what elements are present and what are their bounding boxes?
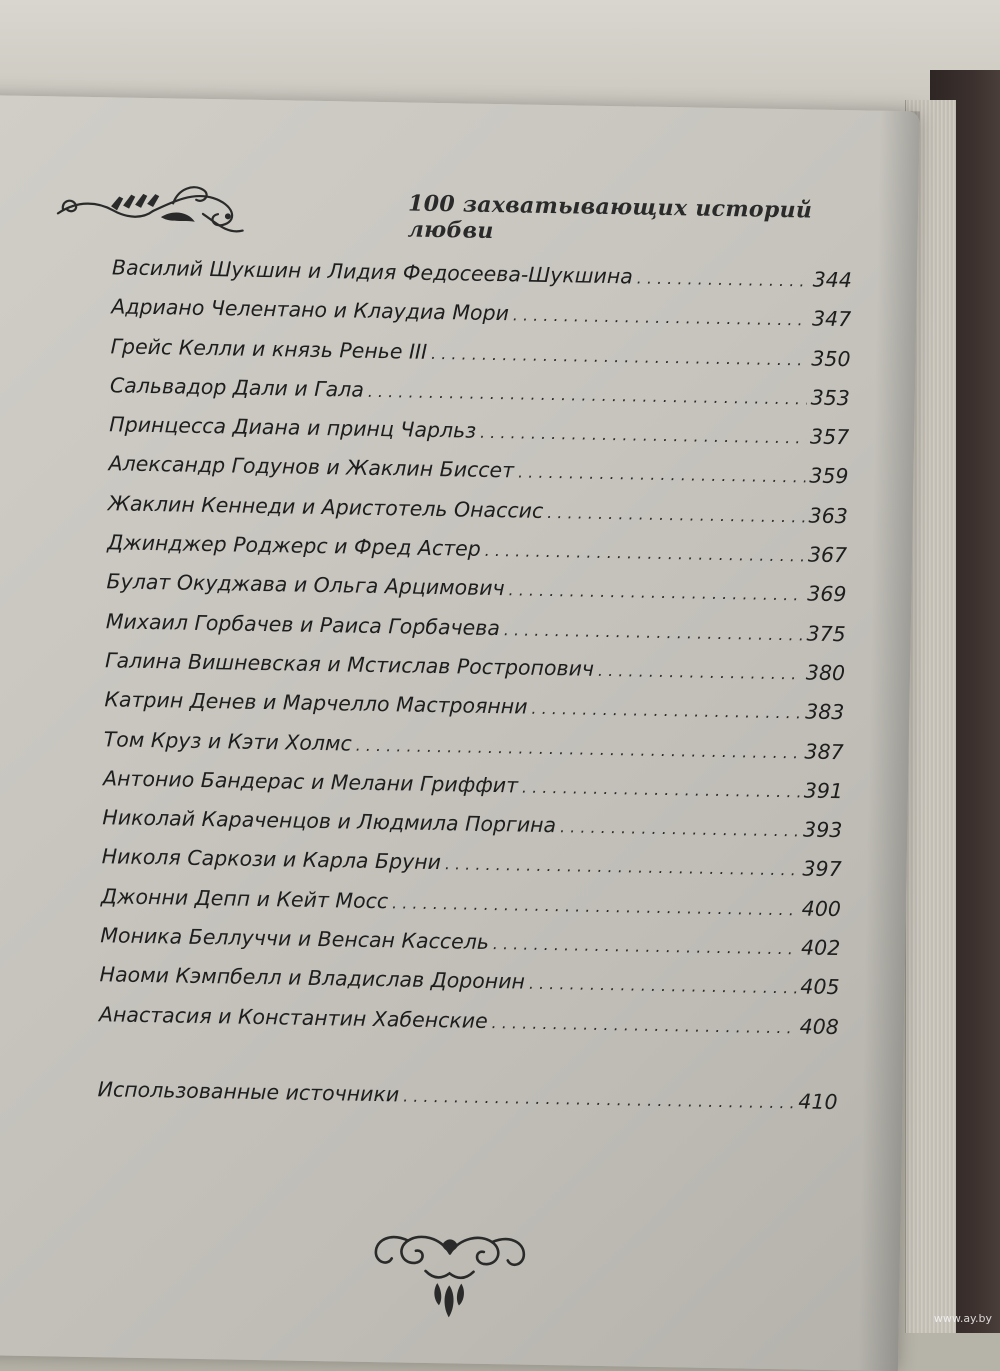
toc-entry-page: 408 (799, 1014, 840, 1039)
toc-entry-page: 405 (800, 974, 840, 1000)
dot-leader (637, 268, 809, 290)
toc-entry-page: 347 (811, 306, 852, 332)
toc-entry-title: Николай Караченцов и Людмила Поргина (102, 805, 557, 838)
dot-leader (431, 344, 808, 370)
toc-entry-title: Грейс Келли и князь Ренье III (110, 333, 428, 364)
dot-leader (493, 934, 798, 958)
dot-leader (513, 306, 809, 330)
dot-leader (508, 581, 803, 605)
toc-entry-title: Джинджер Роджерс и Фред Астер (107, 530, 481, 561)
toc-entry-page: 369 (807, 581, 847, 607)
toc-entry-title: Булат Окуджава и Ольга Арцимович (106, 569, 505, 601)
toc-entry-title: Николя Саркози и Карла Бруни (101, 844, 442, 875)
dot-leader (491, 1013, 795, 1037)
toc-entry-title: Михаил Горбачев и Раиса Горбачева (105, 608, 501, 640)
dot-leader (392, 893, 798, 919)
toc-entry-page: 380 (805, 660, 846, 686)
toc-entry-title: Наоми Кэмпбелл и Владислав Доронин (99, 962, 526, 994)
toc-entry-page: 353 (810, 385, 851, 411)
dot-leader (403, 1086, 795, 1112)
toc-entry-title: Адриано Челентано и Клаудиа Мори (111, 294, 510, 326)
dot-leader (522, 777, 800, 801)
toc-entry-page: 393 (802, 817, 843, 843)
toc-entry-title: Использованные источники (97, 1077, 400, 1107)
dot-leader (445, 855, 799, 880)
flourish-ornament-icon (369, 1222, 531, 1325)
toc-entry-page: 397 (802, 856, 842, 882)
toc-entry-title: Александр Годунов и Жаклин Биссет (108, 451, 515, 483)
toc-entry-title: Антонио Бандерас и Мелани Гриффит (102, 766, 519, 798)
toc-entry-page: 357 (809, 424, 850, 450)
toc-entry-title: Галина Вишневская и Мстислав Ростропович (104, 648, 595, 681)
table-of-contents (97, 255, 852, 1129)
dot-leader (529, 974, 797, 998)
dot-leader (518, 463, 806, 487)
toc-entry-title: Том Круз и Кэти Холмс (103, 726, 352, 756)
dot-leader (485, 541, 805, 566)
toc-entry-page: 391 (803, 778, 844, 804)
toc-entry-title: Джонни Депп и Кейт Мосс (100, 883, 389, 913)
dot-leader (531, 699, 801, 723)
toc-entry-page: 363 (808, 503, 848, 528)
dot-leader (480, 423, 806, 448)
dot-leader (368, 382, 807, 409)
toc-entry-page: 344 (812, 267, 853, 293)
toc-entry-title: Василий Шукшин и Лидия Федосеева-Шукшина (111, 255, 633, 289)
toc-entry-title: Жаклин Кеннеди и Аристотель Онассис (107, 491, 544, 523)
book-page (0, 95, 920, 1371)
toc-entry-page: 359 (809, 464, 849, 489)
toc-entry-title: Катрин Денев и Марчелло Мастроянни (104, 687, 528, 719)
toc-entry-title: Анастасия и Константин Хабенские (98, 1001, 488, 1033)
toc-entry-title: Сальвадор Дали и Гала (109, 373, 365, 402)
dot-leader (560, 817, 799, 840)
dot-leader (598, 661, 802, 684)
dot-leader (504, 620, 803, 644)
toc-entry-page: 383 (805, 699, 845, 725)
toc-entry-page: 387 (804, 739, 844, 764)
toc-entry-page: 367 (807, 542, 848, 568)
dot-leader (547, 503, 805, 526)
toc-entry-title: Принцесса Диана и принц Чарльз (109, 412, 477, 443)
page-header-title: 100 захватывающих историй любви (407, 190, 813, 244)
toc-entry-page: 402 (800, 935, 841, 961)
watermark: www.ay.by (933, 1312, 992, 1325)
toc-entry-page: 350 (811, 346, 851, 371)
dot-leader (356, 735, 801, 762)
toc-entry-page: 410 (798, 1089, 838, 1115)
toc-entry-title: Моника Беллуччи и Венсан Кассель (100, 923, 490, 955)
toc-entry-page: 400 (801, 896, 842, 921)
flourish-ornament-icon (52, 171, 253, 244)
toc-entry-page: 375 (806, 621, 846, 646)
